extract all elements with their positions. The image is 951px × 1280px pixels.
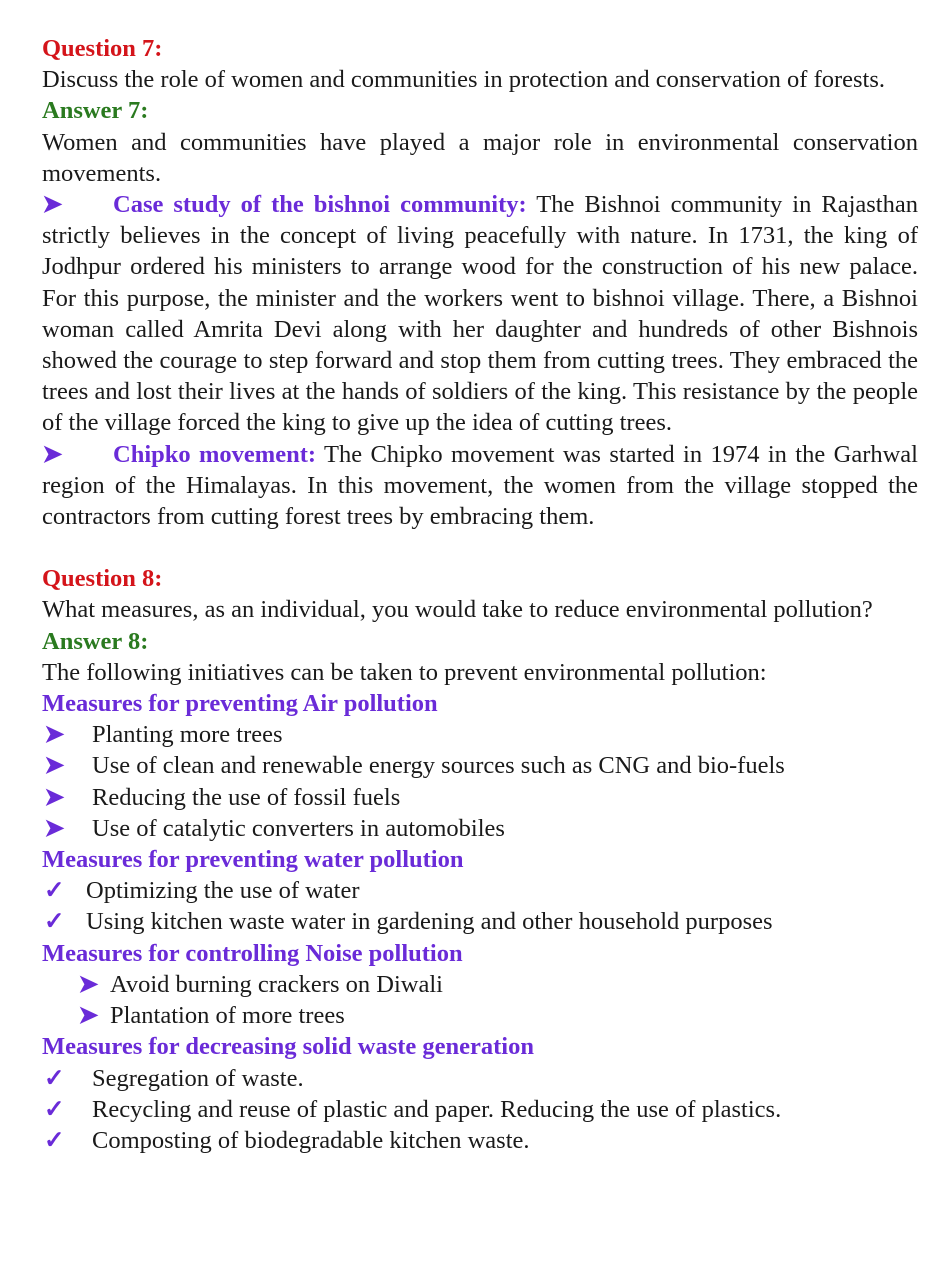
point-title: Case study of the bishnoi community: — [113, 191, 527, 219]
answer-7-heading: Answer 7: — [42, 97, 149, 125]
list-item-text: Segregation of waste. — [92, 1064, 304, 1092]
list-item-text: Plantation of more trees — [110, 1002, 345, 1030]
list-item — [42, 1094, 918, 1125]
list-item-text: Recycling and reuse of plastic and paper. Reducing the use of plastics. — [92, 1095, 782, 1123]
question-7-heading: Question 7: — [42, 35, 163, 62]
list-item-text: Use of catalytic converters in automobiles — [92, 814, 505, 842]
point-chipko — [42, 439, 918, 533]
check-mark-icon: ✓ — [44, 877, 65, 905]
point-text: The Bishnoi community in Rajasthan strictly believes in the concept of living peacefully with nature. In 1731, the king of Jodhpur ordered his ministers to arrange wood for the construction of his new palace. For this purpose, the minister and the workers went to bishnoi village. There, a Bishnoi woman called Amrita Devi along with her daughter and hundreds of other Bishnois showed the courage to step forward and stop them from cutting trees. They embraced the trees and lost their lives at the hands of soldiers of the king. This resistance by the people of the village forced the king to give up the idea of cutting trees. — [42, 191, 918, 437]
list-item-text: Planting more trees — [92, 721, 283, 749]
list-item-text: Optimizing the use of water — [86, 877, 360, 905]
list-item — [42, 906, 918, 937]
list-item — [42, 875, 918, 906]
arrow-bullet-icon: ➤ — [44, 721, 65, 749]
list-item-text: Reducing the use of fossil fuels — [92, 783, 401, 811]
section-heading-noise: Measures for controlling Noise pollution — [42, 939, 463, 967]
arrow-bullet-icon: ➤ — [42, 191, 63, 219]
section-heading-water: Measures for preventing water pollution — [42, 846, 464, 874]
arrow-bullet-icon: ➤ — [78, 1002, 99, 1030]
list-item — [42, 1000, 918, 1031]
arrow-bullet-icon: ➤ — [44, 752, 65, 780]
document-page — [42, 33, 918, 1156]
spacer — [42, 532, 918, 563]
list-item — [42, 719, 918, 750]
check-mark-icon: ✓ — [44, 1064, 65, 1092]
list-item — [42, 1063, 918, 1094]
point-title: Chipko movement: — [113, 440, 317, 468]
question-7-text: Discuss the role of women and communities in protection and conservation of forests. — [42, 66, 886, 94]
list-item-text: Avoid burning crackers on Diwali — [110, 970, 443, 998]
list-item — [42, 969, 918, 1000]
answer-7-intro: Women and communities have played a major role in environmental conservation movements. — [42, 128, 918, 187]
question-8-text: What measures, as an individual, you would take to reduce environmental pollution? — [42, 596, 873, 624]
check-mark-icon: ✓ — [44, 908, 65, 936]
list-item-text: Using kitchen waste water in gardening and other household purposes — [86, 908, 773, 936]
answer-8-intro: The following initiatives can be taken to prevent environmental pollution: — [42, 658, 767, 686]
list-item — [42, 750, 918, 781]
answer-8-heading: Answer 8: — [42, 627, 149, 655]
arrow-bullet-icon: ➤ — [44, 783, 65, 811]
list-item — [42, 782, 918, 813]
check-mark-icon: ✓ — [44, 1126, 65, 1154]
question-8-heading: Question 8: — [42, 565, 163, 593]
arrow-bullet-icon: ➤ — [44, 814, 65, 842]
arrow-bullet-icon: ➤ — [78, 970, 99, 998]
section-heading-solid-waste: Measures for decreasing solid waste generation — [42, 1033, 534, 1061]
check-mark-icon: ✓ — [44, 1095, 65, 1123]
arrow-bullet-icon: ➤ — [42, 440, 63, 468]
section-heading-air: Measures for preventing Air pollution — [42, 690, 438, 718]
list-item — [42, 1125, 918, 1156]
list-item-text: Use of clean and renewable energy sources such as CNG and bio-fuels — [92, 752, 785, 780]
point-text: The Chipko movement was started in 1974 in the Garhwal region of the Himalayas. In this movement, the women from the village stopped the contractors from cutting forest trees by embracing them. — [42, 440, 918, 531]
point-bishnoi — [42, 189, 918, 439]
list-item-text: Composting of biodegradable kitchen waste. — [92, 1126, 530, 1154]
list-item — [42, 813, 918, 844]
